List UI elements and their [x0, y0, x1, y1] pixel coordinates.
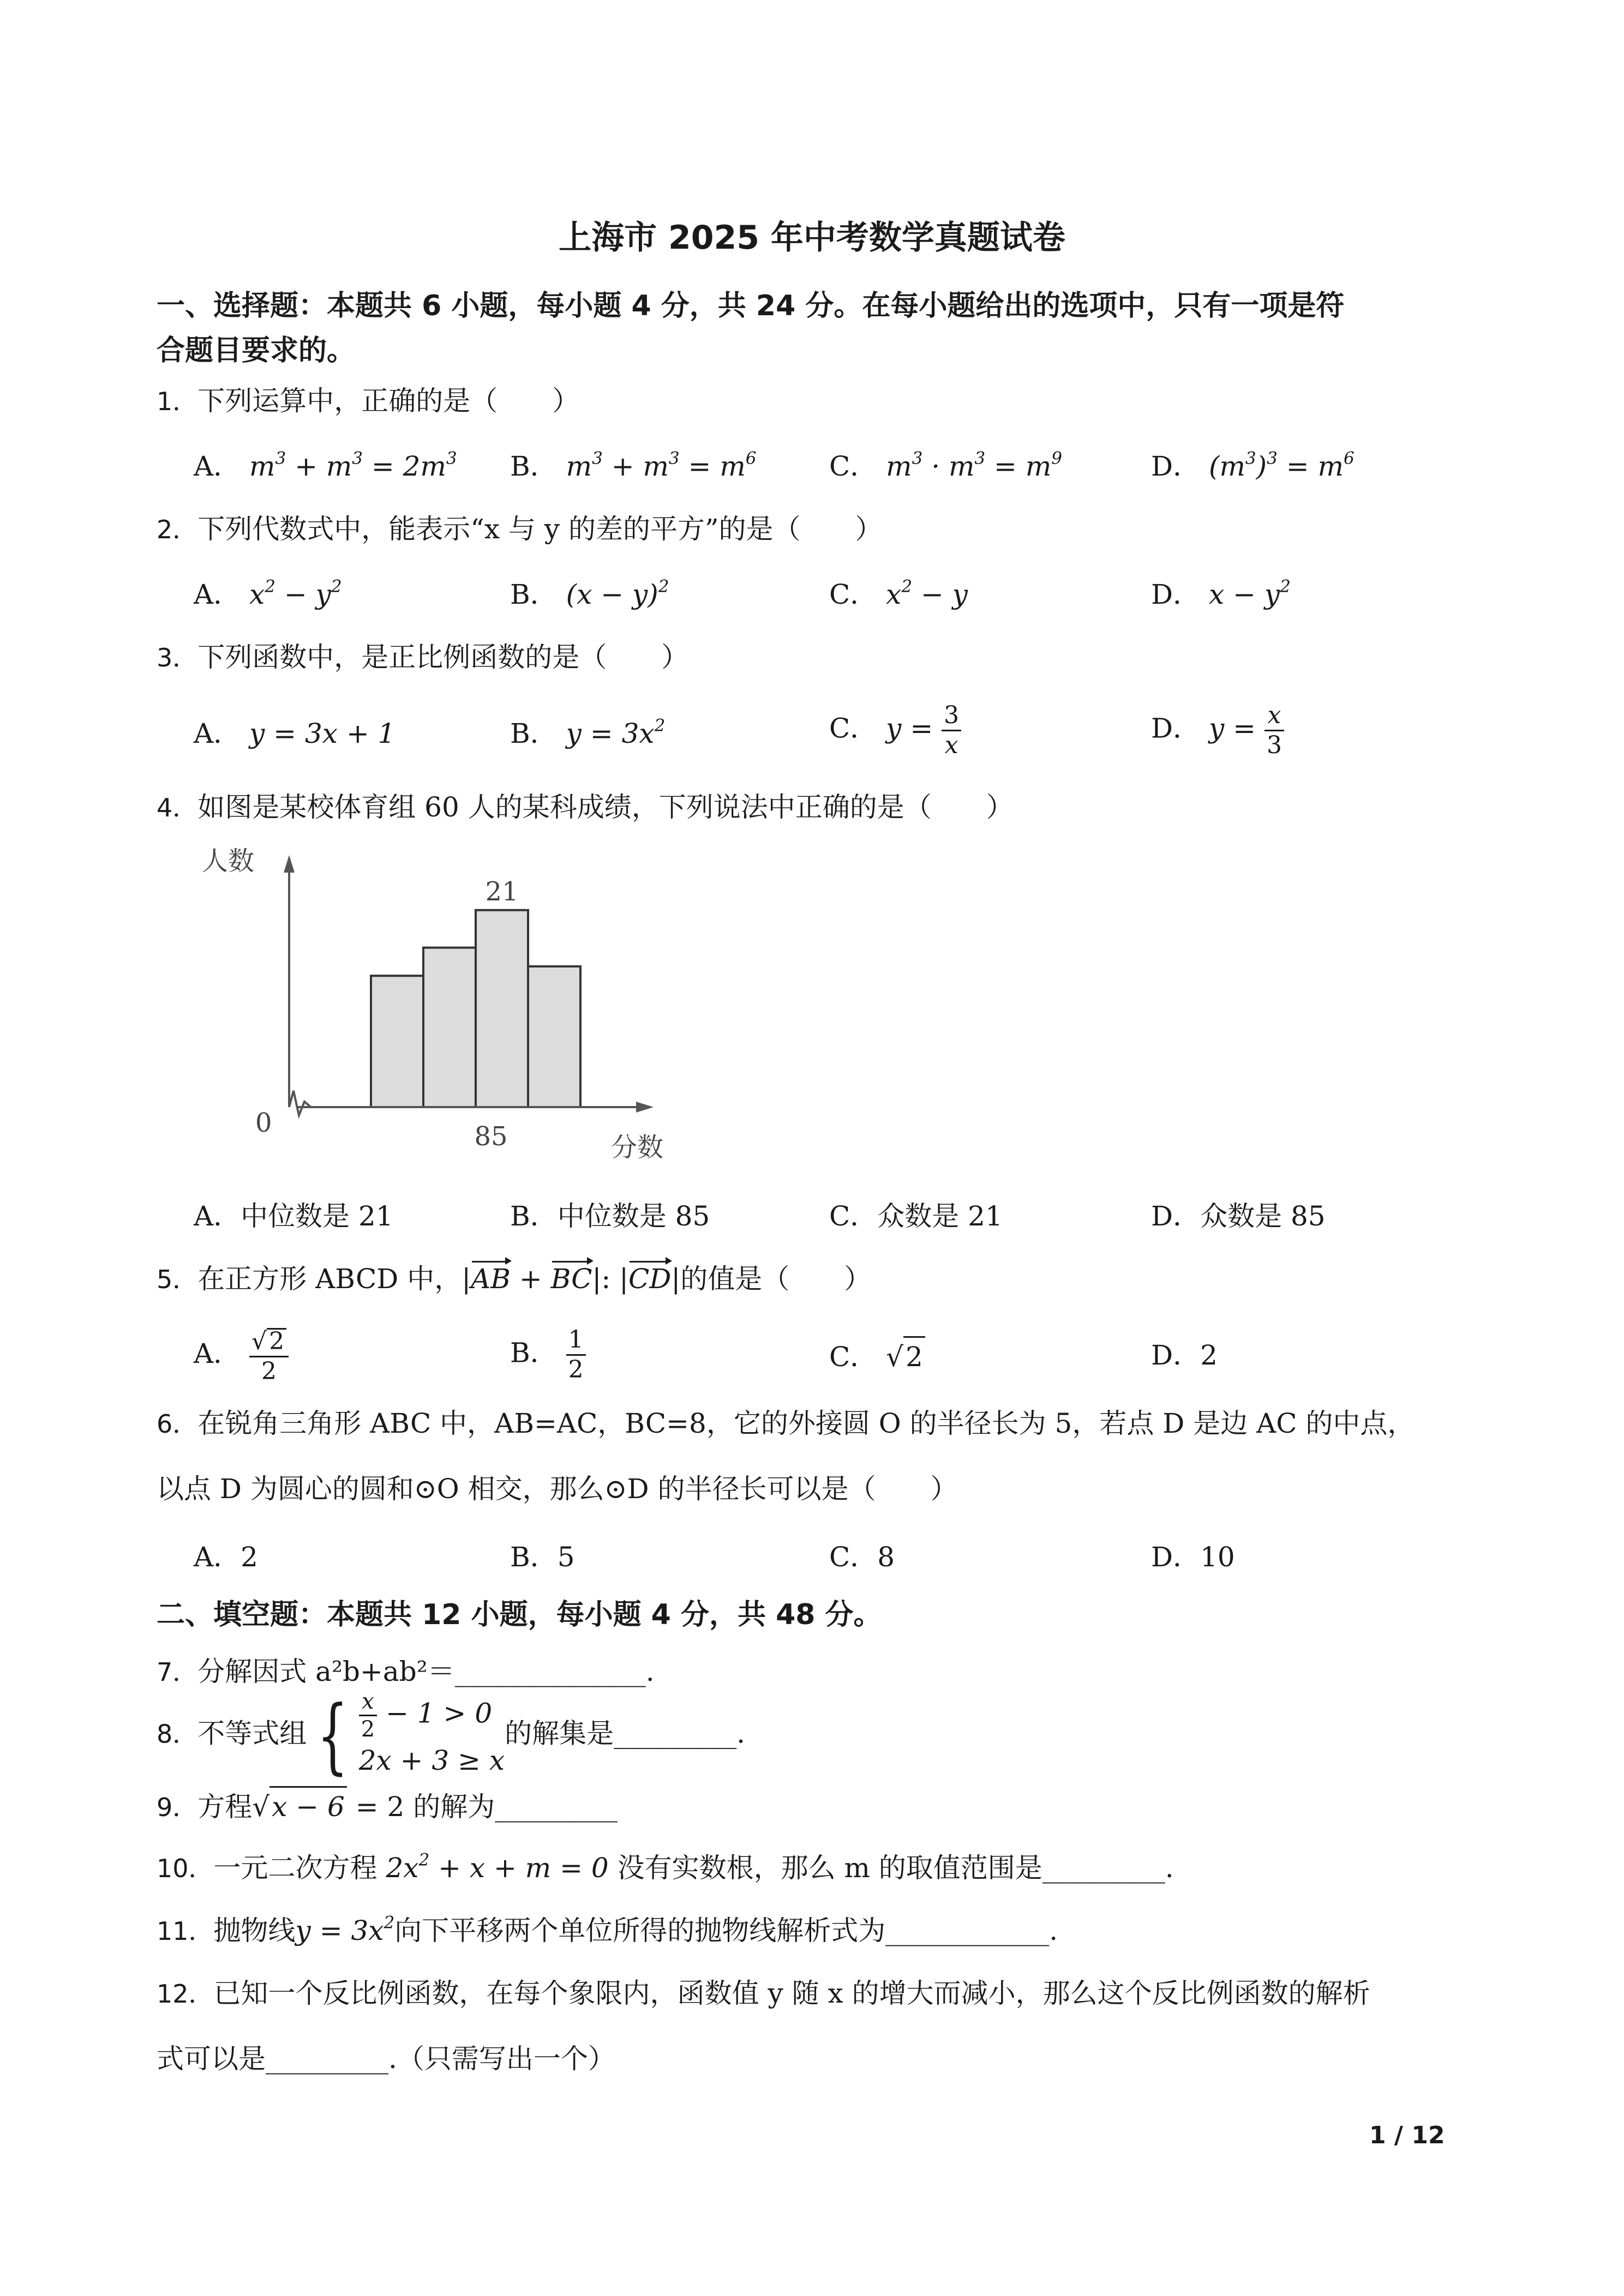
- q4-option-c[interactable]: C．众数是 21: [829, 1200, 1003, 1232]
- question-stem-end: 的解集是_________.: [505, 1717, 746, 1750]
- question-number: 7．: [157, 1657, 198, 1687]
- option-letter: C．: [829, 450, 878, 482]
- q3-option-c[interactable]: C． y = $\frac{3}{x}$: [829, 704, 961, 758]
- q3-option-a[interactable]: A． y = 3x + 1: [194, 718, 395, 749]
- question-number: 6．: [157, 1409, 198, 1439]
- fraction: $\frac{1}{2}$: [566, 1328, 586, 1382]
- option-letter: A．: [194, 579, 241, 610]
- question-stem: 一元二次方程: [213, 1852, 386, 1884]
- histogram-bar: [528, 966, 580, 1107]
- question-stem-end: 没有实数根，那么 m 的取值范围是_________.: [617, 1852, 1174, 1884]
- question-stem: 分解因式 a²b+ab²＝______________.: [197, 1656, 655, 1687]
- option-letter: D．: [1151, 450, 1201, 482]
- q3-option-b[interactable]: B． $y = 3x^2$: [510, 716, 666, 749]
- question-number: 11．: [157, 1916, 214, 1946]
- fraction: $\frac{√2}{2}$: [249, 1328, 289, 1384]
- q4-option-a[interactable]: A．中位数是 21: [194, 1200, 393, 1232]
- question-number: 8．: [157, 1719, 198, 1749]
- question-10: 10．一元二次方程 $2x^2 + x + m = 0$ 没有实数根，那么 m 的取值范围是_________.: [157, 1850, 1174, 1884]
- question-stem-end: = 2 的解为_________: [346, 1791, 618, 1823]
- question-stem: 不等式组: [197, 1717, 307, 1750]
- q5-option-a[interactable]: [194, 1328, 289, 1384]
- histogram-bar: [371, 976, 423, 1107]
- question-number: 3．: [157, 643, 198, 672]
- histogram-bar: [423, 948, 476, 1107]
- question-stem: 在锐角三角形 ABC 中，AB=AC，BC=8，它的外接圆 O 的半径长为 5，若点 D 是边 AC 的中点，: [197, 1408, 1415, 1439]
- x-axis-label: 分数: [611, 1132, 664, 1163]
- question-11: 11．抛物线$y = 3x^2$向下平移两个单位所得的抛物线解析式为____________.: [157, 1913, 1058, 1946]
- q6-option-a[interactable]: A．2: [194, 1541, 258, 1573]
- question-6-cont: 以点 D 为圆心的圆和⊙O 相交，那么⊙D 的半径长可以是（ ）: [157, 1473, 958, 1505]
- question-3: [157, 638, 688, 677]
- bar-value-label: 21: [485, 876, 519, 907]
- page-title: 上海市 2025 年中考数学真题试卷: [559, 219, 1065, 257]
- question-number: 4．: [157, 793, 198, 822]
- section-heading-choice-cont: 合题目要求的。: [157, 334, 356, 367]
- question-stem: 方程: [197, 1791, 253, 1823]
- vector-expression: |AB + BC|: |CD|: [462, 1263, 680, 1295]
- section-heading-fill: 二、填空题：本题共 12 小题，每小题 4 分，共 48 分。: [157, 1598, 882, 1631]
- question-stem-end: 的值是（ ）: [680, 1263, 872, 1295]
- option-letter: C．: [829, 1341, 878, 1373]
- question-6: [157, 1404, 1415, 1443]
- q1-option-d[interactable]: D． $(m^3)^3 = m^6$: [1151, 448, 1355, 482]
- option-letter: C．: [829, 712, 878, 744]
- option-letter: B．: [510, 718, 558, 749]
- q5-option-d[interactable]: D．2: [1151, 1339, 1218, 1371]
- q1-option-b[interactable]: B． $m^3 + m^3 = m^6$: [510, 448, 757, 482]
- fraction: $\frac{x}{3}$: [1265, 704, 1284, 758]
- option-letter: B．: [510, 1337, 558, 1369]
- question-number: 5．: [157, 1265, 198, 1294]
- q5-option-c[interactable]: C． √2: [829, 1336, 925, 1376]
- question-stem: 抛物线: [213, 1915, 296, 1946]
- question-7: [157, 1652, 655, 1691]
- x-axis-arrow: [636, 1102, 654, 1113]
- q1-option-c[interactable]: C． $m^3 \cdot m^3 = m^9$: [829, 448, 1062, 482]
- q3-option-d[interactable]: D． y = $\frac{x}{3}$: [1151, 704, 1284, 758]
- question-stem: 下列代数式中，能表示“x 与 y 的差的平方”的是（ ）: [197, 513, 883, 545]
- question-number: 10．: [157, 1854, 214, 1883]
- question-number: 12．: [157, 1979, 214, 2009]
- histogram-bar: [476, 910, 528, 1107]
- y-axis-label: 人数: [202, 846, 255, 876]
- question-8: [157, 1688, 746, 1783]
- q2-option-d[interactable]: D． $x - y^2$: [1151, 576, 1291, 610]
- question-2: [157, 510, 883, 549]
- question-5: [157, 1260, 871, 1299]
- question-stem: 下列运算中，正确的是（ ）: [197, 385, 580, 417]
- option-letter: D．: [1151, 712, 1201, 744]
- q1-option-a[interactable]: A． $m^3 + m^3 = 2m^3$: [194, 448, 457, 482]
- histogram-chart: [202, 840, 693, 1178]
- option-letter: C．: [829, 579, 878, 610]
- question-12: [157, 1974, 1370, 2013]
- question-4: [157, 788, 1014, 827]
- fraction: $\frac{3}{x}$: [942, 704, 961, 758]
- question-number: 9．: [157, 1793, 198, 1822]
- option-letter: A．: [194, 1338, 241, 1369]
- question-stem: 已知一个反比例函数，在每个象限内，函数值 y 随 x 的增大而减小，那么这个反比例函数的解析: [213, 1978, 1370, 2009]
- y-axis-arrow: [284, 855, 295, 873]
- origin-label: 0: [255, 1108, 272, 1138]
- q2-option-b[interactable]: B． $(x - y)^2$: [510, 576, 669, 610]
- option-letter: D．: [1151, 579, 1201, 610]
- option-letter: A．: [194, 450, 241, 482]
- question-12-cont: 式可以是_________.（只需写出一个）: [157, 2043, 615, 2075]
- question-9: 9．方程√x − 6 = 2 的解为_________: [157, 1786, 618, 1826]
- q2-option-c[interactable]: C． $x^2 - y$: [829, 576, 968, 610]
- brace: {: [317, 1688, 349, 1783]
- q2-option-a[interactable]: A． $x^2 - y^2$: [194, 576, 342, 610]
- option-letter: B．: [510, 579, 558, 610]
- question-number: 2．: [157, 515, 198, 544]
- q5-option-b[interactable]: [510, 1328, 586, 1382]
- question-stem: 在正方形 ABCD 中，: [197, 1263, 462, 1295]
- x-tick-label: 85: [474, 1121, 508, 1152]
- q6-option-d[interactable]: D．10: [1151, 1541, 1235, 1573]
- section-heading-choice: 一、选择题：本题共 6 小题，每小题 4 分，共 24 分。在每小题给出的选项中，只有一项是符: [157, 290, 1345, 322]
- question-stem: 下列函数中，是正比例函数的是（ ）: [197, 641, 689, 673]
- question-1: [157, 382, 579, 420]
- q4-option-d[interactable]: D．众数是 85: [1151, 1200, 1326, 1232]
- q6-option-b[interactable]: B．5: [510, 1541, 575, 1573]
- q4-option-b[interactable]: B．中位数是 85: [510, 1200, 710, 1232]
- question-stem-end: 向下平移两个单位所得的抛物线解析式为____________.: [394, 1915, 1058, 1946]
- page-number: 1 / 12: [1369, 2121, 1445, 2149]
- question-number: 1．: [157, 387, 198, 416]
- option-letter: B．: [510, 450, 558, 482]
- q6-option-c[interactable]: C．8: [829, 1541, 895, 1573]
- inequality-system: $\frac{x}{2}$ − 1 > 0 2x + 3 ≥ x: [358, 1689, 505, 1776]
- option-letter: A．: [194, 718, 241, 749]
- question-stem: 如图是某校体育组 60 人的某科成绩，下列说法中正确的是（ ）: [197, 791, 1014, 823]
- axis-break: [289, 1091, 311, 1115]
